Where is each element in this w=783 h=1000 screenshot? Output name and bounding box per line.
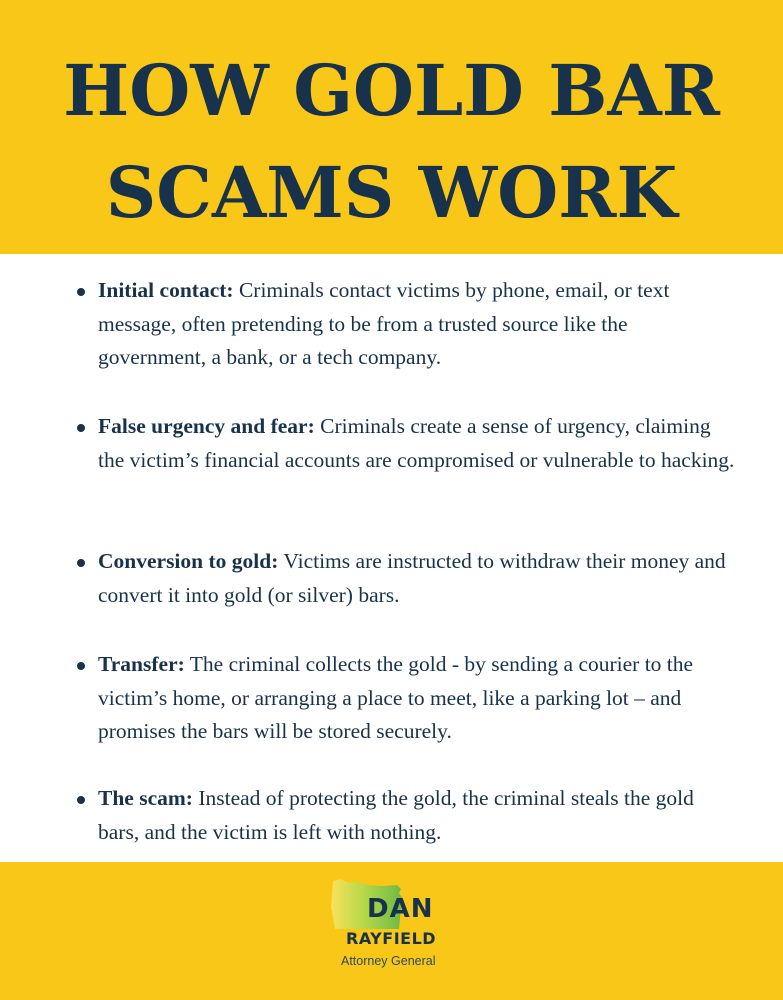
list-item-label: False urgency and fear:: [98, 414, 315, 438]
bullet-icon: [77, 424, 85, 432]
bullet-icon: [77, 662, 85, 670]
page-title-line-2: SCAMS WORK: [105, 151, 678, 234]
list-item-label: Initial contact:: [98, 278, 234, 302]
list-item-text: [98, 648, 738, 749]
list-item-body: The criminal collects the gold - by sending a courier to the victim’s home, or arranging a place to meet, like a parking lot – and promises the bars will be stored securely.: [98, 652, 694, 743]
list-item-body: Instead of protecting the gold, the criminal steals the gold bars, and the victim is left with nothing.: [98, 786, 694, 844]
list-item-body: Criminals create a sense of urgency, claiming the victim’s financial accounts are compromised or vulnerable to hacking.: [98, 414, 735, 472]
list-item-body: Criminals contact victims by phone, email, or text message, often pretending to be from a trusted source like the government, a bank, or a tech company.: [98, 278, 670, 369]
list-item-label: The scam:: [98, 786, 193, 810]
page-title-line-1: HOW GOLD BAR: [63, 49, 720, 132]
logo-last-name: RAYFIELD: [346, 929, 437, 948]
bullet-icon: [77, 288, 85, 296]
list-item-text: [98, 274, 738, 375]
list-item-body: Victims are instructed to withdraw their money and convert it into gold (or silver) bars.: [98, 549, 726, 607]
bullet-icon: [77, 796, 85, 804]
list-item-label: Conversion to gold:: [98, 549, 279, 573]
list-item-label: Transfer:: [98, 652, 185, 676]
logo-subtitle: Attorney General: [341, 954, 436, 968]
header-banner: [0, 0, 783, 254]
list-item-text: [98, 410, 738, 477]
list-item-text: [98, 782, 738, 849]
list-item-text: [98, 545, 738, 612]
bullet-icon: [77, 559, 85, 567]
logo-first-name: DAN: [367, 894, 434, 924]
